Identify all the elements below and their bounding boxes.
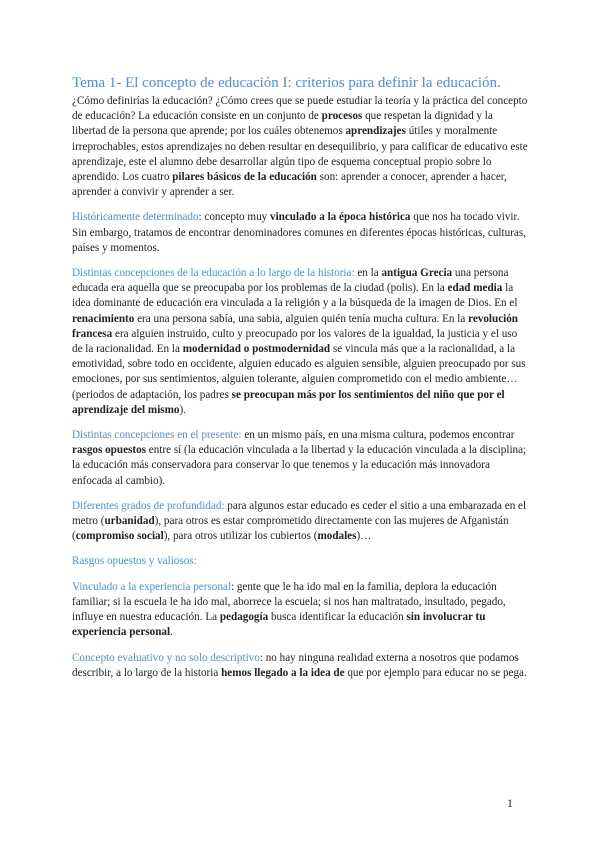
body-text: son: aprender a conocer, aprender a hacer, aprender a convivir y aprender a ser. — [72, 171, 507, 199]
body-text: ¿Cómo definirías la educación? ¿Cómo crees que se puede estudiar la teoría y la práctica del concepto de educación? La educación consiste en un conjunto de — [72, 95, 528, 123]
paragraph-grados-profundidad — [72, 499, 528, 545]
body-text: una persona educada era aquella que se preocupaba por los problemas de la ciudad (polis). En la — [72, 267, 509, 295]
body-text: para algunos estar educado es ceder el sitio a una embarazada en el metro ( — [72, 499, 527, 528]
document-body — [72, 74, 528, 691]
body-text: era una persona sabía, una sabia, alguien quién tenía mucha cultura. En la — [134, 312, 469, 325]
body-text: entre sí (la educación vinculada a la libertad y la educación vinculada a la disciplina; la educación más conservadora para conservar lo que tenemos y la educación más innovadora enfocada al cambio). — [72, 444, 527, 487]
bold-term: revolución francesa — [72, 312, 519, 340]
bold-term: edad media — [447, 282, 503, 295]
body-text: que nos ha tocado vivir. Sin embargo, tratamos de encontrar denominadores comunes en diferentes épocas históricas, culturas, países y momentos. — [72, 211, 526, 254]
bold-term: se preocupan más por los sentimientos del niño que por el aprendizaje del mismo — [72, 388, 505, 416]
bold-term: procesos — [321, 110, 363, 123]
body-text: busca identificar la educación — [268, 611, 407, 624]
bold-term: aprendizajes — [345, 125, 406, 138]
body-text: en un mismo país, en una misma cultura, podemos encontrar — [241, 429, 515, 442]
body-text: que por ejemplo para educar no se pega. — [344, 666, 527, 679]
body-text: que respetan la dignidad y la libertad de la persona que aprende; por los cuáles obtenemos — [72, 110, 493, 138]
paragraph-experiencia-personal — [72, 580, 528, 641]
body-text: : concepto muy — [198, 211, 270, 224]
body-text: la idea dominante de educación era vinculada a la religión y a la búsqueda de la imagen de Dios. En el — [72, 282, 518, 310]
bold-term: compromiso social — [75, 530, 164, 543]
bold-term: vinculado a la época histórica — [270, 211, 411, 224]
body-text: : no hay ninguna realidad externa a nosotros que podamos describir, a lo largo de la historia — [72, 651, 519, 679]
body-text: )… — [356, 530, 372, 543]
bold-term: rasgos opuestos — [72, 444, 146, 457]
paragraph-list — [72, 94, 528, 681]
section-heading: Históricamente determinado — [72, 211, 199, 224]
body-text: ). — [179, 403, 186, 416]
bold-term: modales — [317, 530, 357, 543]
bold-term: renacimiento — [72, 312, 135, 325]
page-number: 1 — [507, 796, 513, 810]
section-heading: Distintas concepciones de la educación a lo largo de la historia: — [72, 267, 355, 280]
body-text: se vincula más que a la racionalidad, a la emotividad, sobre todo en occidente, alguien educado es alguien sensible, alguien preocupado por sus emociones, por sus sentimientos, alguien tolerante, alguien comprometido con el medio ambiente… (periodos de adaptación, los padres — [72, 343, 526, 401]
section-heading: Concepto evaluativo y no solo descriptivo — [72, 651, 260, 664]
section-heading: Distintas concepciones en el presente: — [72, 429, 242, 442]
body-text: ), para otros utilizar los cubiertos ( — [163, 530, 318, 543]
body-text: ), para otros es estar comprometido directamente con las mujeres de Afganistán ( — [72, 515, 509, 543]
body-text: en la — [354, 267, 382, 280]
paragraph-concepciones-historia — [72, 266, 528, 418]
section-heading: Rasgos opuestos y valiosos: — [72, 555, 197, 568]
body-text: útiles y moralmente irreprochables, estos aprendizajes no deben resultar en desequilibrio, y para calificar de educativo este aprendizaje, este el alumno debe desarrollar algún tipo de esquema conceptual propio sobre lo aprendido. Los cuatro — [72, 125, 528, 184]
bold-term: hemos llegado a la idea de — [221, 666, 345, 679]
section-heading: Diferentes grados de profundidad: — [72, 499, 225, 512]
paragraph-concepciones-presente — [72, 428, 528, 489]
body-text: . — [170, 626, 173, 639]
bold-term: urbanidad — [104, 515, 155, 528]
section-heading: Vinculado a la experiencia personal — [72, 580, 231, 593]
bold-term: modernidad o postmodernidad — [182, 343, 331, 356]
bold-term: pedagogía — [219, 611, 269, 624]
document-title: Tema 1- El concepto de educación I: criterios para definir la educación. — [72, 75, 501, 91]
bold-term: antigua Grecia — [381, 267, 453, 280]
paragraph-concepto-evaluativo — [72, 651, 528, 681]
paragraph-rasgos-opuestos — [72, 554, 528, 569]
body-text: era alguien instruido, culto y preocupado por los valores de la igualdad, la justicia y el uso de la racionalidad. En la — [72, 327, 518, 356]
paragraph-intro — [72, 94, 528, 200]
paragraph-historico — [72, 210, 528, 256]
body-text: : gente que le ha ido mal en la familia, deplora la educación familiar; si la escuela le ha ido mal, aborrece la escuela; si nos han maltratado, insultado, pegado, influye en nuestra educación. La — [72, 580, 506, 624]
bold-term: pilares básicos de la educación — [172, 171, 317, 184]
bold-term: sin involucrar tu experiencia personal — [72, 611, 486, 639]
